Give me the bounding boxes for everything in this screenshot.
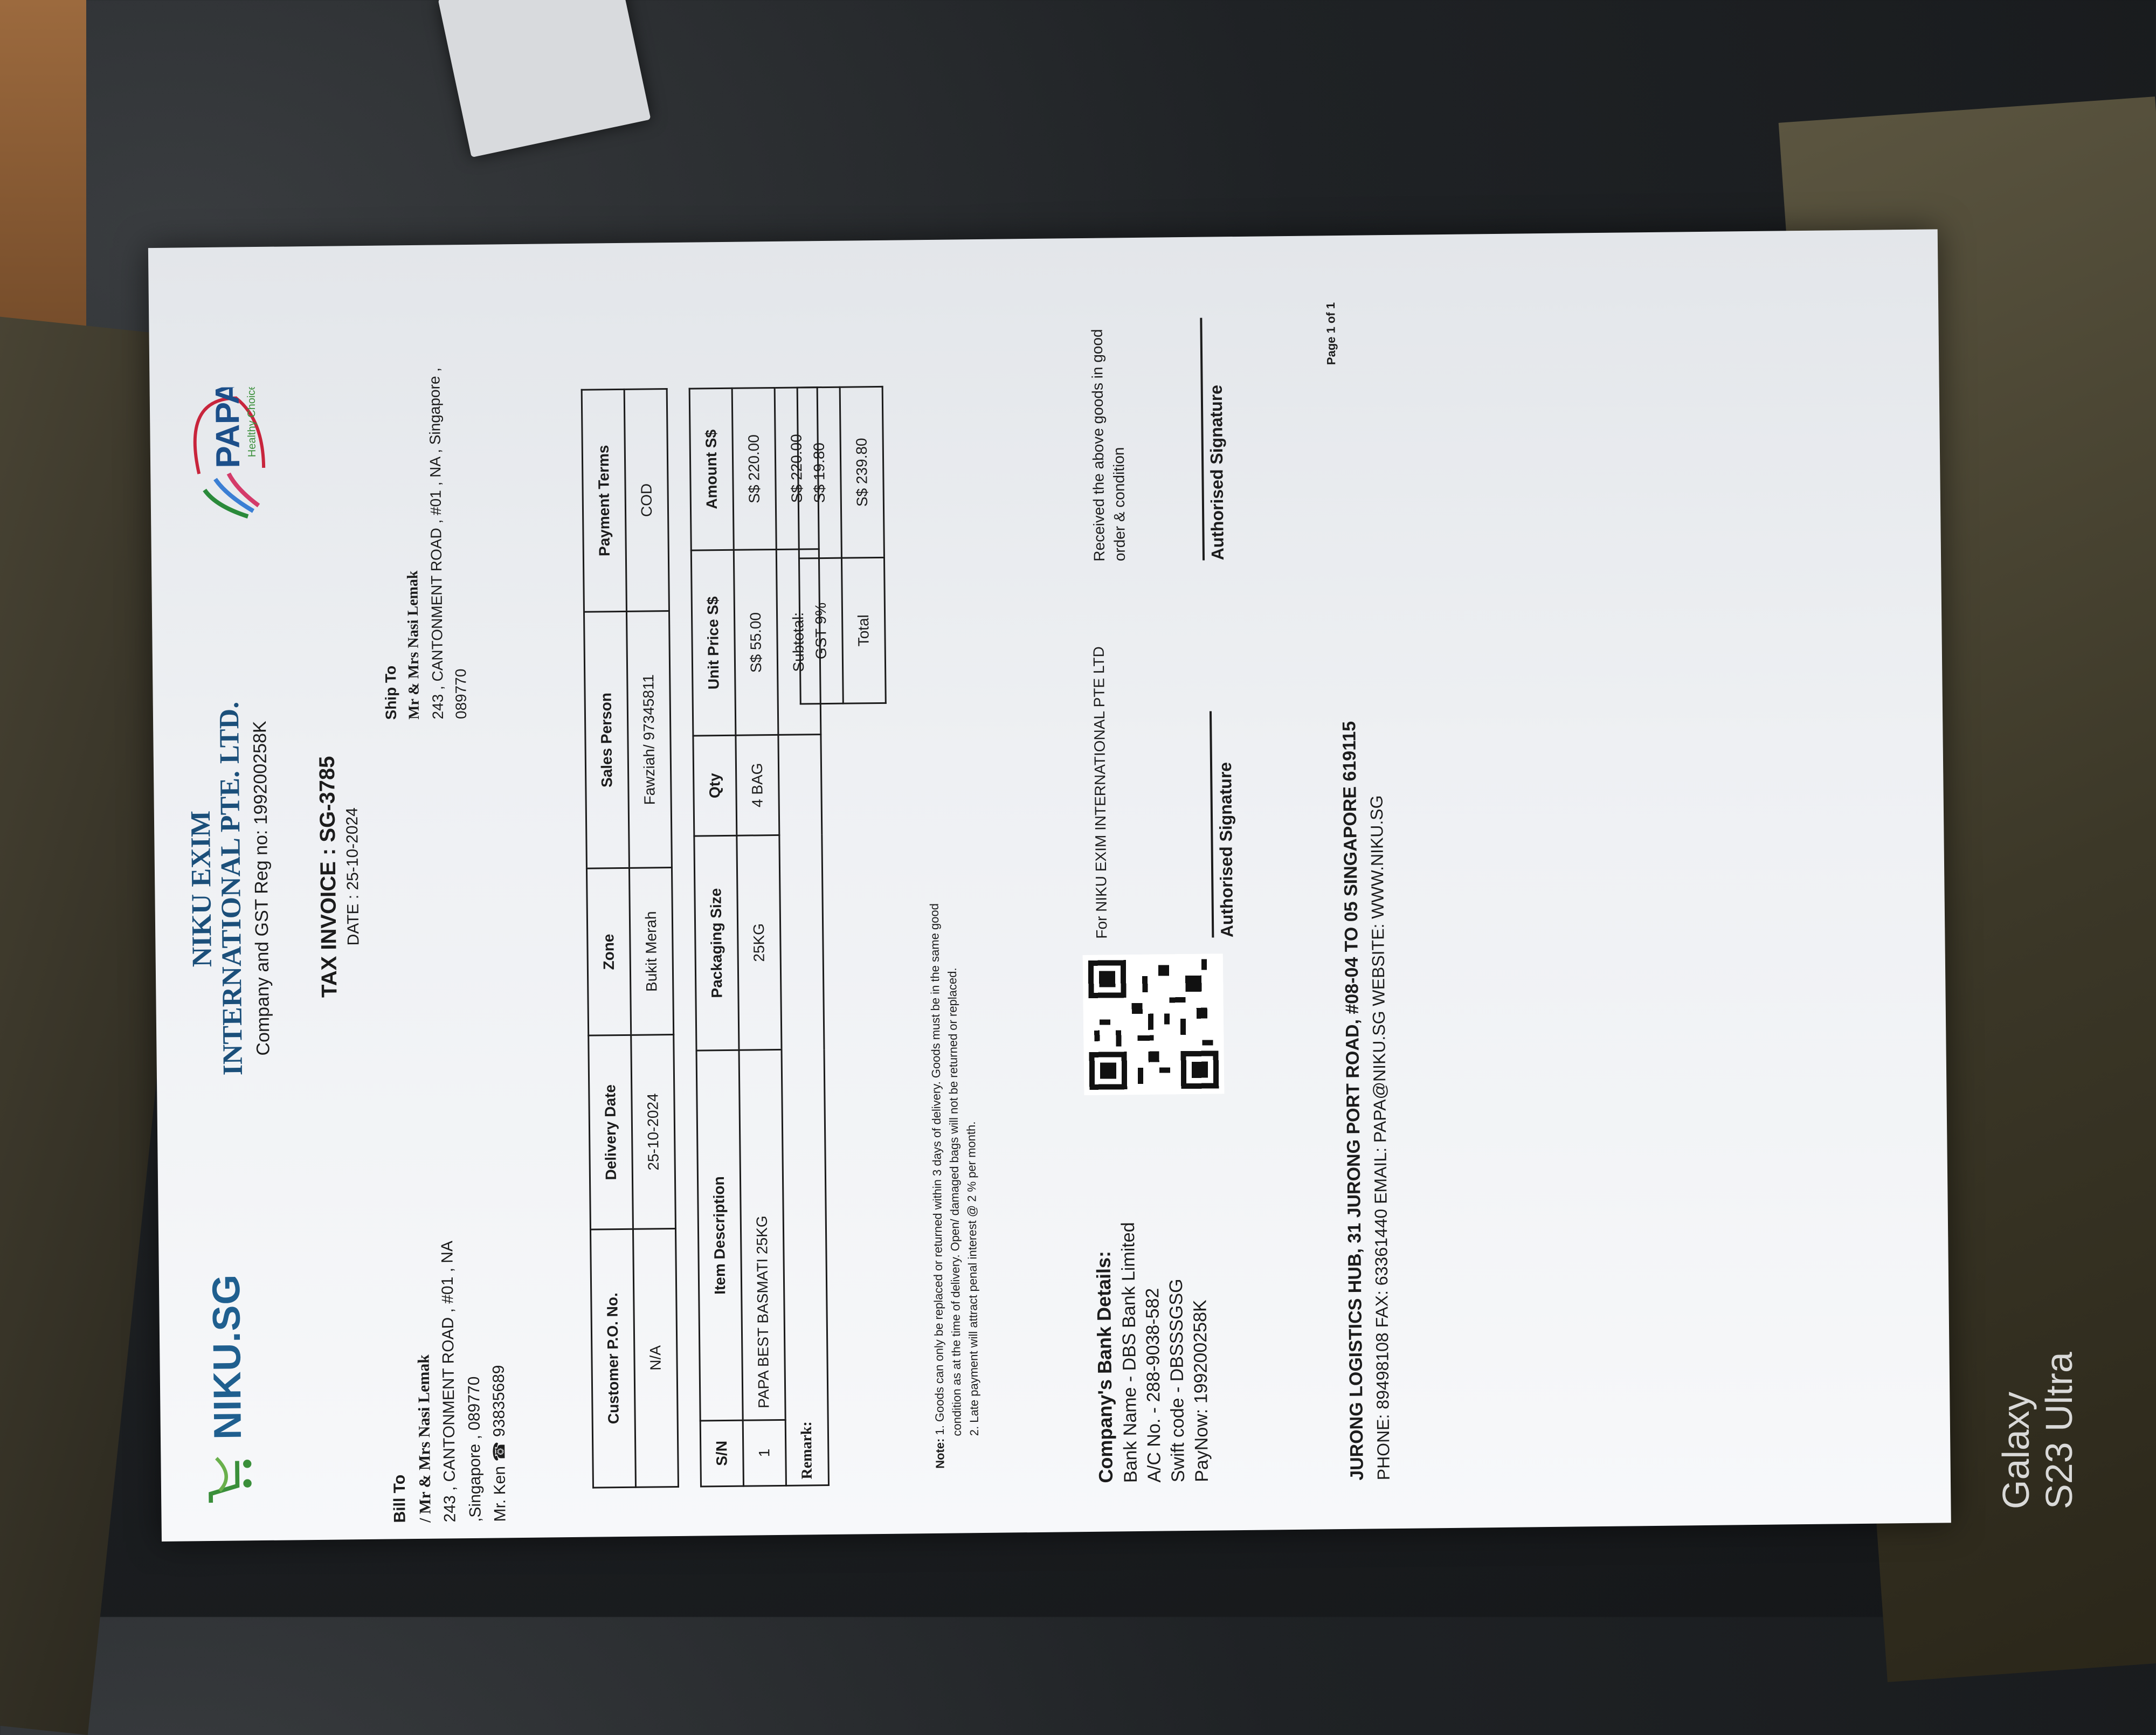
bill-to-addr2: ,Singapore , 089770 xyxy=(465,1376,485,1523)
for-company-label: For NIKU EXIM INTERNATIONAL PTE LTD xyxy=(1090,646,1110,939)
background-papers xyxy=(438,0,651,157)
header-delivery-date: Delivery Date xyxy=(589,1035,633,1229)
invoice-number: TAX INVOICE : SG-3785 xyxy=(315,756,342,998)
invoice-sheet xyxy=(148,229,1951,1542)
bill-to-contact xyxy=(484,1144,513,1522)
total-row xyxy=(840,386,886,703)
cell-amount: S$ 220.00 xyxy=(732,388,776,550)
cell-sales-person: Fawziah/ 97345811 xyxy=(626,611,672,868)
shopping-cart-icon xyxy=(198,1449,258,1509)
bill-to xyxy=(384,1144,513,1523)
cell-packaging-size: 25KG xyxy=(737,835,782,1050)
gst-label: GST 9% xyxy=(799,558,843,704)
invoice-date: DATE : 25-10-2024 xyxy=(343,807,363,946)
company-header xyxy=(185,646,275,1132)
subtotal-label: Subtotal: xyxy=(776,549,821,735)
footer-address: JURONG LOGISTICS HUB, 31 JURONG PORT ROAD, #08-04 TO 05 SINGAPORE 619115 xyxy=(1339,721,1367,1481)
header-customer-po: Customer P.O. No. xyxy=(590,1229,635,1488)
total-value: S$ 239.80 xyxy=(840,386,884,558)
authorised-signature-customer: Authorised Signature xyxy=(1200,317,1228,560)
ship-to xyxy=(375,288,473,720)
header-item-description: Item Description xyxy=(696,1050,743,1421)
authorised-signature-company: Authorised Signature xyxy=(1210,711,1237,937)
invoice-title-block xyxy=(314,688,364,1066)
cell-zone: Bukit Merah xyxy=(629,868,673,1035)
company-reg: Company and GST Reg no: 199200258K xyxy=(250,721,274,1056)
note-line3: 2. Late payment will attract penal interest @ 2 % per month. xyxy=(964,1121,981,1436)
niku-logo-text: NIKU.SG xyxy=(204,1274,250,1440)
header-payment-terms: Payment Terms xyxy=(582,389,626,612)
ship-to-name: Mr & Mrs Nasi Lemak xyxy=(404,570,423,720)
header-qty: Qty xyxy=(693,735,737,835)
gst-row xyxy=(797,387,843,704)
phone-icon: ☎ xyxy=(490,1436,509,1462)
cell-sn: 1 xyxy=(743,1420,786,1486)
order-info-table xyxy=(581,388,679,1489)
header-packaging-size: Packaging Size xyxy=(694,835,739,1051)
bill-to-name: / Mr & Mrs Nasi Lemak xyxy=(414,1354,434,1523)
qr-code xyxy=(1083,953,1225,1095)
total-label: Total xyxy=(841,557,886,703)
header-amount: Amount S$ xyxy=(689,388,734,550)
header-sales-person: Sales Person xyxy=(584,611,629,868)
cell-customer-po: N/A xyxy=(633,1228,678,1487)
totals-table xyxy=(797,386,887,705)
company-name-line1: NIKU EXIM xyxy=(185,810,218,967)
cell-qty: 4 BAG xyxy=(736,735,779,835)
bank-title: Company's Bank Details: xyxy=(1092,1250,1117,1483)
subtotal-value: S$ 220.00 xyxy=(775,388,819,550)
bill-to-label: Bill To xyxy=(390,1474,409,1523)
bank-account: A/C No. - 288-9038-582 xyxy=(1142,1288,1165,1483)
remark-label: Remark: xyxy=(778,735,829,1486)
header-sn: S/N xyxy=(700,1420,743,1487)
bank-paynow: PayNow: 199200258K xyxy=(1190,1299,1213,1482)
niku-logo xyxy=(197,1274,259,1509)
gst-value: S$ 19.80 xyxy=(797,387,841,558)
note-line2: condition as at the time of delivery. Open/ damaged bags will not be returned or replaced. xyxy=(945,967,964,1436)
header-unit-price: Unit Price S$ xyxy=(691,550,736,736)
cell-item-description: PAPA BEST BASMATI 25KG xyxy=(739,1050,785,1420)
cell-unit-price: S$ 55.00 xyxy=(734,550,778,736)
bank-name: Bank Name - DBS Bank Limited xyxy=(1117,1222,1141,1483)
company-name-line2: INTERNATIONAL PTE. LTD. xyxy=(213,701,248,1076)
camera-watermark: Galaxy S23 Ultra xyxy=(1995,1352,2080,1509)
svg-text:PAPA: PAPA xyxy=(209,386,247,468)
received-statement: Received the above goods in good order & condition xyxy=(1088,329,1128,562)
bank-details xyxy=(1089,1051,1214,1483)
bank-swift: Swift code - DBSSSGSG xyxy=(1166,1278,1189,1483)
contact-phone: 93835689 xyxy=(489,1365,509,1437)
ship-to-addr1: 243 , CANTONMENT ROAD , #01 , NA , Singapore , xyxy=(426,367,446,720)
cell-delivery-date: 25-10-2024 xyxy=(631,1035,676,1229)
ship-to-label: Ship To xyxy=(382,665,400,720)
header-zone: Zone xyxy=(586,868,631,1035)
papa-logo xyxy=(182,387,281,528)
svg-text:Healthy Choice: Healthy Choice xyxy=(245,386,258,458)
note-block xyxy=(922,552,983,1469)
ship-to-addr2: 089770 xyxy=(452,668,470,720)
note-line1: 1. Goods can only be replaced or returned within 3 days of delivery. Goods must be in the same good xyxy=(927,903,947,1435)
contact-name: Mr. Ken xyxy=(490,1466,509,1522)
cell-payment-terms: COD xyxy=(624,389,669,612)
footer-contact: PHONE: 89498108 FAX: 63361440 EMAIL: PAPA@NIKU.SG WEBSITE: WWW.NIKU.SG xyxy=(1366,795,1393,1481)
page-number: Page 1 of 1 xyxy=(1324,302,1338,365)
note-label: Note: xyxy=(933,1438,947,1469)
bill-to-addr1: 243 , CANTONMENT ROAD , #01 , NA xyxy=(438,1240,459,1523)
